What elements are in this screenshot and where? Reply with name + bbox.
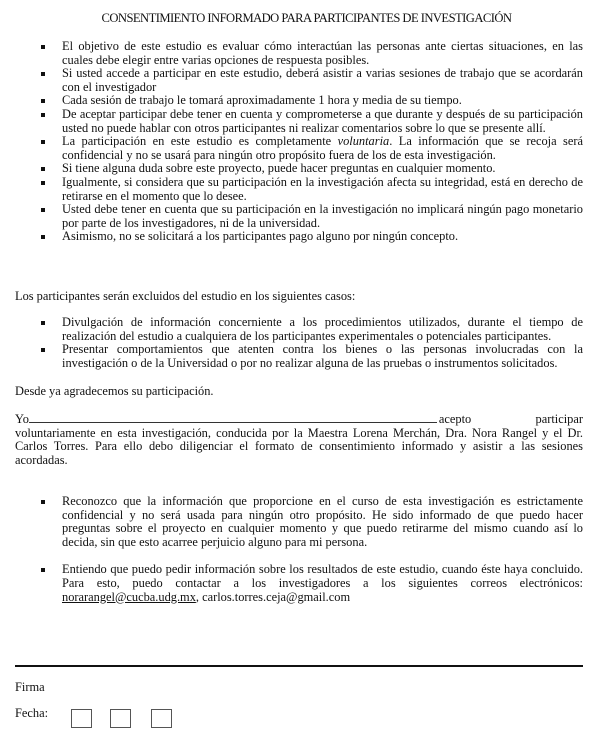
signature-line[interactable]: [15, 665, 583, 667]
acknowledgement-list: [62, 495, 583, 604]
info-text: La participación en este estudio es completamente: [62, 134, 338, 149]
voluntaria-emphasis: voluntaria: [337, 134, 390, 149]
email-text-carlos: carlos.torres.ceja@gmail.com: [202, 589, 351, 604]
info-item: [62, 135, 583, 162]
email-link-nora[interactable]: norarangel@cucba.udg.mx: [62, 589, 196, 604]
participar-text: participar: [535, 412, 583, 426]
consent-first-line: [15, 411, 583, 427]
info-text: . La información que se recoja será confidencial y no se usará para ningún otro propósito fuera de los de esta investigación.: [62, 134, 583, 162]
participant-name-field[interactable]: [29, 411, 437, 423]
info-item: Si tiene alguna duda sobre este proyecto, puede hacer preguntas en cualquier momento.: [62, 162, 583, 176]
date-box-month[interactable]: [110, 709, 131, 728]
exclusion-list: [62, 316, 583, 370]
acknowledgement-item: [62, 563, 583, 604]
info-item: Cada sesión de trabajo le tomará aproximadamente 1 hora y media de su tiempo.: [62, 94, 583, 108]
exclusion-intro: Los participantes serán excluidos del estudio en los siguientes casos:: [15, 289, 356, 303]
fecha-label: Fecha:: [15, 706, 49, 720]
consent-paragraph: [15, 411, 583, 467]
yo-label: Yo: [15, 412, 29, 426]
exclusion-item: Divulgación de información concerniente a los procedimientos utilizados, durante el tiempo de realización del estudio a cualquiera de los participantes experimentales o potenciales participantes.: [62, 315, 583, 343]
exclusion-item: Presentar comportamientos que atenten contra los bienes o las personas involucradas con la investigación o de la Universidad o por no realizar alguna de las pruebas o instrumentos solicitados.: [62, 342, 583, 370]
consent-text: voluntariamente en esta investigación, conducida por la Maestra Lorena Merchán, Dra. Nora Rangel y el Dr. Carlos Torres. Para ello debo diligenciar el formato de consentimiento informado y asistir a las sesiones acordadas.: [15, 425, 583, 467]
firma-label: Firma: [15, 680, 45, 694]
info-item: El objetivo de este estudio es evaluar cómo interactúan las personas ante ciertas situaciones, en las cuales debe elegir entre varias opciones de respuesta posibles.: [62, 39, 583, 67]
info-item: Usted debe tener en cuenta que su participación en la investigación no implicará ningún pago monetario por parte de los investigadores, ni de la universidad.: [62, 202, 583, 230]
separator: ,: [195, 589, 203, 604]
info-list: [62, 40, 583, 244]
thanks-text: Desde ya agradecemos su participación.: [15, 384, 214, 398]
acknowledgement-item: Reconozco que la información que proporcione en el curso de esta investigación es estrictamente confidencial y no será usada para ningún otro propósito. He sido informado de que puedo hacer preguntas sobre el proyecto en cualquier momento y que puedo retirarme del mismo cuando así lo decida, sin que esto acarree perjuicio alguno para mi persona.: [62, 494, 583, 549]
document-title: CONSENTIMIENTO INFORMADO PARA PARTICIPANTES DE INVESTIGACIÓN: [101, 11, 512, 25]
info-item: Si usted accede a participar en este estudio, deberá asistir a varias sesiones de trabajo que se acordarán con el investigador: [62, 66, 583, 94]
acknowledgement-text: Entiendo que puedo pedir información sobre los resultados de este estudio, cuando éste haya concluido. Para esto, puedo contactar a los investigadores a los siguientes correos electrónicos:: [62, 562, 583, 590]
info-item: Igualmente, si considera que su participación en la investigación afecta su integridad, está en derecho de retirarse en el momento que lo desee.: [62, 174, 583, 203]
info-item: De aceptar participar debe tener en cuenta y comprometerse a que durante y después de su participación usted no puede hablar con otros participantes ni realizar comentarios sobre lo que se presente allí.: [62, 106, 583, 135]
date-box-year[interactable]: [151, 709, 172, 728]
info-item: Asimismo, no se solicitará a los participantes pago alguno por ningún concepto.: [62, 230, 583, 244]
acepto-text: acepto: [438, 412, 472, 426]
date-box-day[interactable]: [71, 709, 92, 728]
